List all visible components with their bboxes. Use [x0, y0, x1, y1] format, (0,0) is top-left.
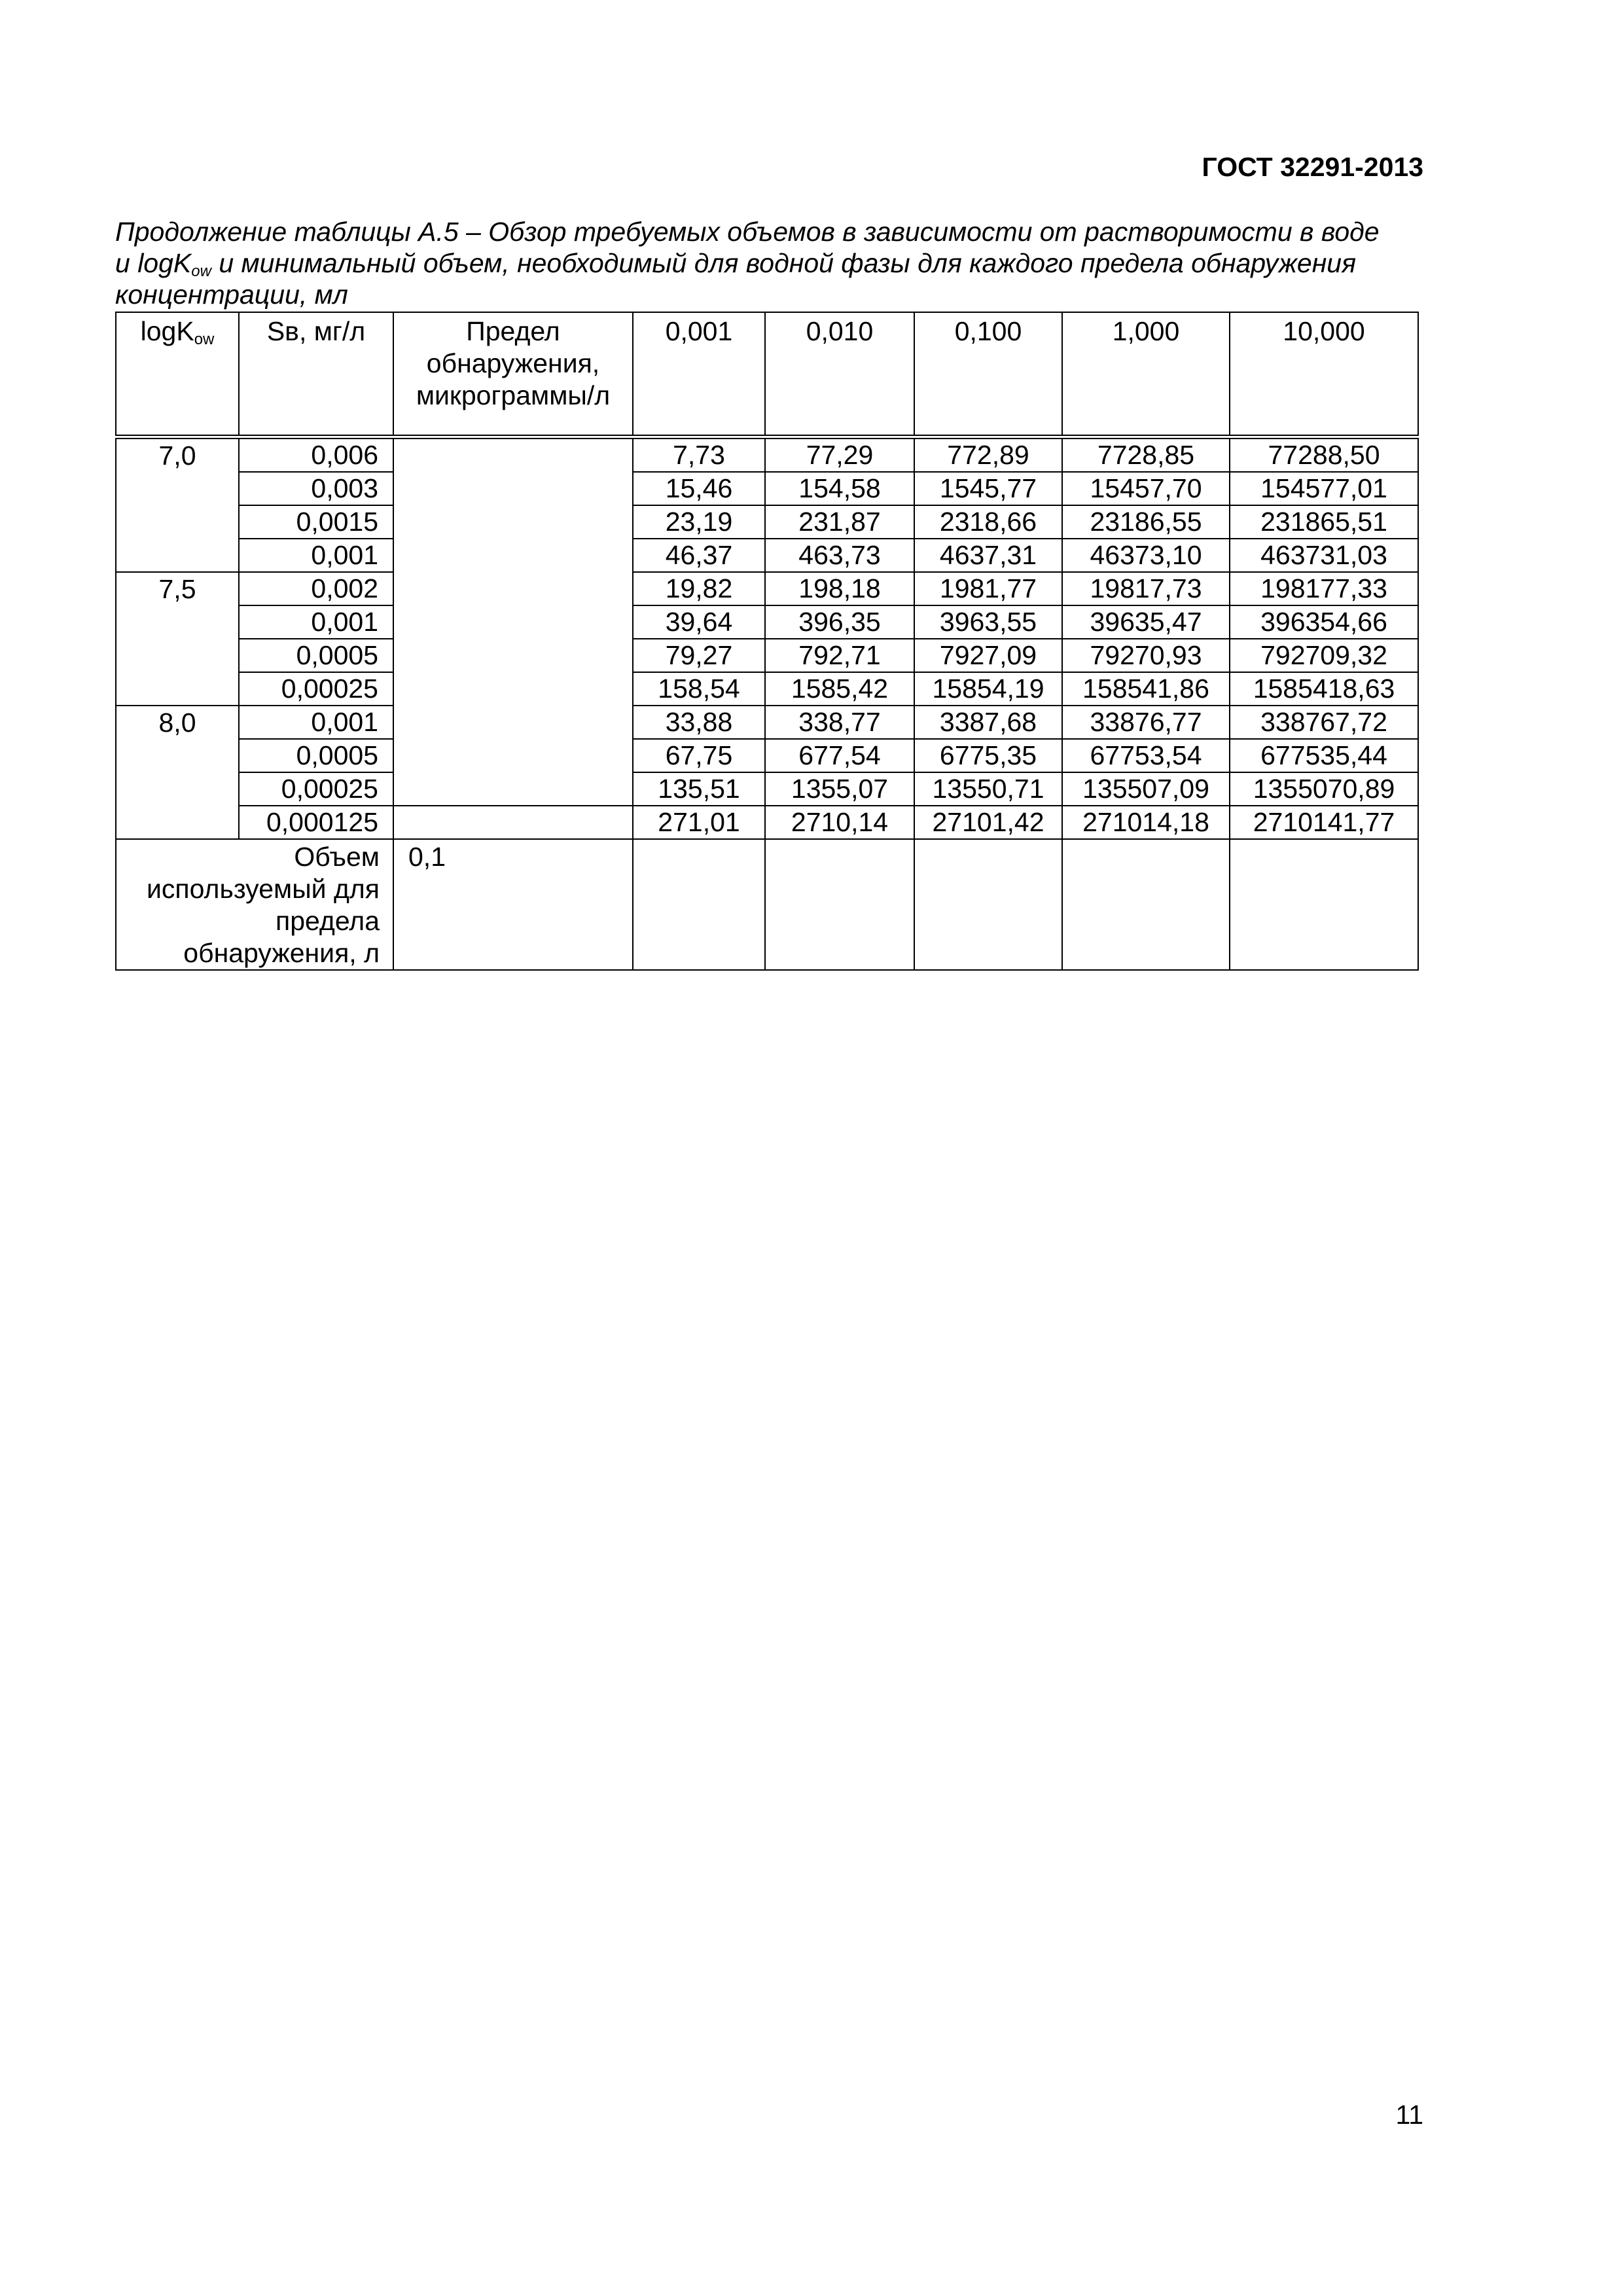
cell-detection-limit	[393, 806, 633, 839]
cell-volume-5: 677535,44	[1230, 739, 1418, 772]
volume-table-container	[115, 312, 1418, 971]
cell-volume-4: 39635,47	[1062, 605, 1230, 639]
caption-line-2-end: и минимальный объем, необходимый для водной фазы для каждого предела обнаружения	[211, 248, 1356, 278]
cell-volume-2: 2710,14	[765, 806, 914, 839]
cell-volume-5: 1355070,89	[1230, 772, 1418, 806]
cell-solubility: 0,001	[239, 539, 393, 572]
volume-used-label: Объем используемый для предела обнаружения, л	[116, 839, 393, 970]
cell-logkow	[116, 672, 239, 706]
volume-used-value: 0,1	[393, 839, 633, 970]
cell-volume-2: 677,54	[765, 739, 914, 772]
cell-volume-3: 15854,19	[914, 672, 1062, 706]
header-conc-4: 1,000	[1062, 312, 1230, 437]
header-solubility: Sв, мг/л	[239, 312, 393, 437]
table-row	[116, 672, 1418, 706]
header-conc-1: 0,001	[633, 312, 765, 437]
cell-volume-5: 2710141,77	[1230, 806, 1418, 839]
table-header-row	[116, 312, 1418, 437]
cell-volume-2: 396,35	[765, 605, 914, 639]
table-row	[116, 806, 1418, 839]
cell-solubility: 0,0005	[239, 739, 393, 772]
caption-line-1: Продолжение таблицы А.5 – Обзор требуемых объемов в зависимости от растворимости в воде	[115, 217, 1380, 247]
cell-volume-5: 198177,33	[1230, 572, 1418, 605]
cell-volume-1: 46,37	[633, 539, 765, 572]
cell-volume-5: 396354,66	[1230, 605, 1418, 639]
cell-volume-4: 158541,86	[1062, 672, 1230, 706]
cell-volume-3: 13550,71	[914, 772, 1062, 806]
cell-volume-3: 772,89	[914, 437, 1062, 473]
cell-volume-1: 67,75	[633, 739, 765, 772]
cell-solubility: 0,0015	[239, 505, 393, 539]
cell-volume-5: 77288,50	[1230, 437, 1418, 473]
cell-volume-1: 271,01	[633, 806, 765, 839]
volume-used-empty-cell	[1230, 839, 1418, 970]
header-conc-5: 10,000	[1230, 312, 1418, 437]
cell-volume-3: 2318,66	[914, 505, 1062, 539]
cell-volume-2: 463,73	[765, 539, 914, 572]
cell-logkow	[116, 505, 239, 539]
cell-volume-4: 135507,09	[1062, 772, 1230, 806]
cell-volume-5: 338767,72	[1230, 706, 1418, 739]
caption-line-2	[115, 247, 1437, 279]
cell-logkow	[116, 539, 239, 572]
cell-logkow	[116, 639, 239, 672]
cell-volume-1: 158,54	[633, 672, 765, 706]
cell-volume-3: 3387,68	[914, 706, 1062, 739]
cell-volume-4: 19817,73	[1062, 572, 1230, 605]
cell-volume-5: 1585418,63	[1230, 672, 1418, 706]
cell-volume-2: 77,29	[765, 437, 914, 473]
cell-volume-3: 27101,42	[914, 806, 1062, 839]
cell-solubility: 0,001	[239, 605, 393, 639]
cell-logkow	[116, 605, 239, 639]
cell-volume-5: 154577,01	[1230, 472, 1418, 505]
cell-volume-1: 33,88	[633, 706, 765, 739]
cell-volume-5: 231865,51	[1230, 505, 1418, 539]
cell-volume-4: 7728,85	[1062, 437, 1230, 473]
cell-logkow	[116, 739, 239, 772]
cell-volume-2: 154,58	[765, 472, 914, 505]
document-id: ГОСТ 32291-2013	[1202, 152, 1423, 182]
cell-solubility: 0,006	[239, 437, 393, 473]
cell-logkow	[116, 772, 239, 806]
caption-line-3: концентрации, мл	[115, 279, 348, 310]
header-conc-2: 0,010	[765, 312, 914, 437]
table-row	[116, 572, 1418, 605]
cell-volume-2: 792,71	[765, 639, 914, 672]
cell-logkow: 7,5	[116, 572, 239, 605]
table-row	[116, 605, 1418, 639]
table-row	[116, 706, 1418, 739]
cell-logkow	[116, 806, 239, 839]
cell-solubility: 0,0005	[239, 639, 393, 672]
cell-volume-2: 231,87	[765, 505, 914, 539]
cell-volume-3: 3963,55	[914, 605, 1062, 639]
cell-solubility: 0,00025	[239, 672, 393, 706]
header-logk-main: logK	[140, 316, 194, 346]
caption-line-2-start: и logK	[115, 248, 192, 278]
cell-logkow: 7,0	[116, 437, 239, 473]
header-detection-limit: Предел обнаружения, микрограммы/л	[393, 312, 633, 437]
table-row	[116, 505, 1418, 539]
cell-volume-2: 1355,07	[765, 772, 914, 806]
cell-volume-5: 463731,03	[1230, 539, 1418, 572]
volume-used-empty-cell	[765, 839, 914, 970]
volume-table	[115, 312, 1419, 971]
cell-volume-5: 792709,32	[1230, 639, 1418, 672]
cell-volume-1: 7,73	[633, 437, 765, 473]
volume-used-row	[116, 839, 1418, 970]
cell-logkow	[116, 472, 239, 505]
cell-volume-4: 79270,93	[1062, 639, 1230, 672]
cell-volume-4: 46373,10	[1062, 539, 1230, 572]
cell-volume-3: 1981,77	[914, 572, 1062, 605]
cell-solubility: 0,000125	[239, 806, 393, 839]
cell-volume-3: 7927,09	[914, 639, 1062, 672]
cell-volume-3: 4637,31	[914, 539, 1062, 572]
cell-solubility: 0,001	[239, 706, 393, 739]
caption-subscript: ow	[191, 262, 211, 280]
cell-solubility: 0,002	[239, 572, 393, 605]
table-row	[116, 772, 1418, 806]
cell-volume-4: 271014,18	[1062, 806, 1230, 839]
header-conc-3: 0,100	[914, 312, 1062, 437]
cell-solubility: 0,003	[239, 472, 393, 505]
cell-volume-1: 15,46	[633, 472, 765, 505]
table-row	[116, 639, 1418, 672]
cell-solubility: 0,00025	[239, 772, 393, 806]
cell-volume-3: 1545,77	[914, 472, 1062, 505]
cell-volume-1: 39,64	[633, 605, 765, 639]
volume-used-empty-cell	[633, 839, 765, 970]
table-row	[116, 739, 1418, 772]
header-logk-sub: ow	[194, 331, 215, 348]
cell-volume-4: 67753,54	[1062, 739, 1230, 772]
cell-logkow: 8,0	[116, 706, 239, 739]
cell-volume-1: 79,27	[633, 639, 765, 672]
cell-volume-4: 15457,70	[1062, 472, 1230, 505]
table-caption	[115, 216, 1437, 310]
cell-volume-4: 33876,77	[1062, 706, 1230, 739]
cell-detection-limit-merged	[393, 437, 633, 806]
volume-used-empty-cell	[914, 839, 1062, 970]
cell-volume-2: 198,18	[765, 572, 914, 605]
cell-volume-1: 135,51	[633, 772, 765, 806]
cell-volume-2: 1585,42	[765, 672, 914, 706]
cell-volume-1: 23,19	[633, 505, 765, 539]
cell-volume-1: 19,82	[633, 572, 765, 605]
volume-used-empty-cell	[1062, 839, 1230, 970]
cell-volume-4: 23186,55	[1062, 505, 1230, 539]
table-body	[116, 437, 1418, 971]
table-row	[116, 472, 1418, 505]
table-row	[116, 437, 1418, 473]
cell-volume-3: 6775,35	[914, 739, 1062, 772]
cell-volume-2: 338,77	[765, 706, 914, 739]
table-row	[116, 539, 1418, 572]
page-number: 11	[1395, 2100, 1423, 2130]
header-logkow	[116, 312, 239, 437]
